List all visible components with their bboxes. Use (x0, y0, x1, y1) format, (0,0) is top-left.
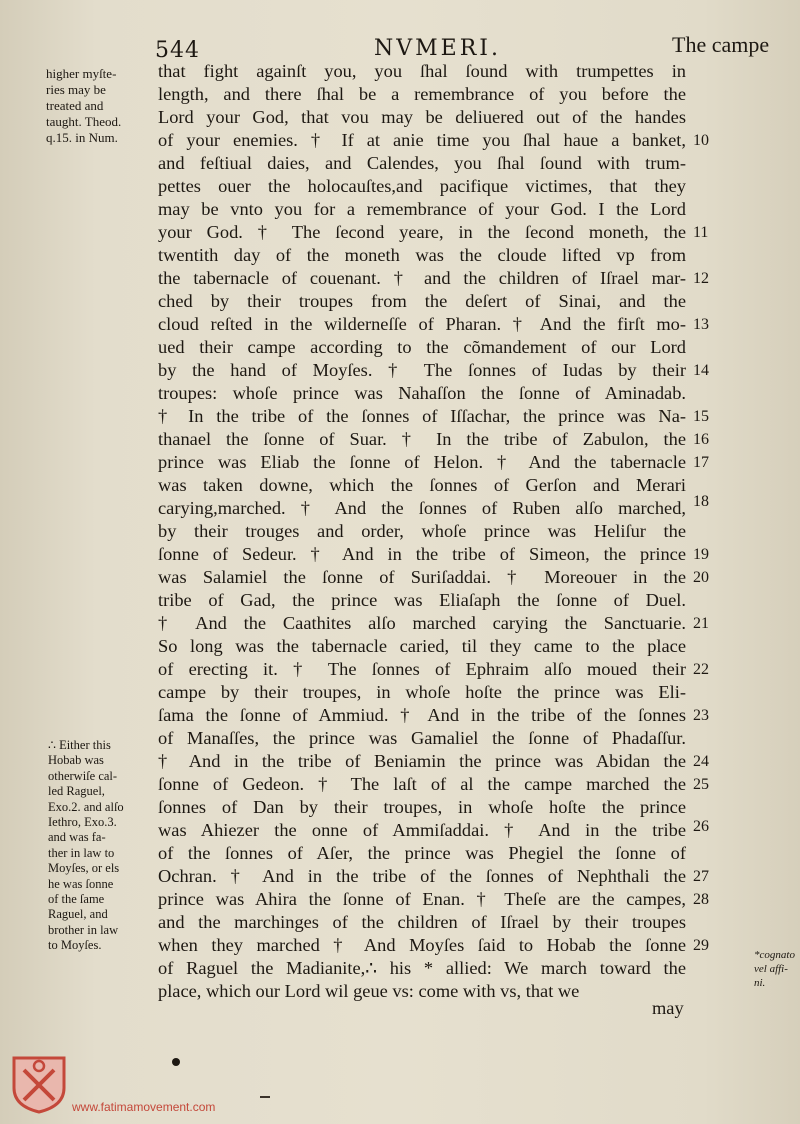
right-note-line: ni. (754, 977, 766, 989)
verse-number: 24 (693, 753, 709, 770)
text-line: and feſtiual daies, and Calendes, you ſhal ſound with trum- (158, 153, 686, 173)
text-line: of your enemies. † If at anie time you ſhal haue a banket, (158, 130, 686, 150)
papal-keys-logo-icon (10, 1054, 68, 1114)
verse-number: 12 (693, 270, 709, 287)
text-line: may be vnto you for a remembrance of your God. I the Lord (158, 199, 686, 219)
text-line: was taken downe, which the ſonnes of Gerſon and Merari (158, 475, 686, 495)
text-line: ued their campe according to the cõmandement of our Lord (158, 337, 686, 357)
verse-number: 27 (693, 868, 709, 885)
text-line: and the marchinges of the children of Iſrael by their troupes (158, 912, 686, 932)
margin-note-line: he was ſonne (48, 876, 114, 891)
verse-number: 15 (693, 408, 709, 425)
right-note-line: vel affi- (754, 963, 788, 975)
book-title: NVMERI. (374, 36, 501, 61)
margin-note-line: treated and (46, 98, 104, 113)
margin-note-line: Raguel, and (48, 907, 108, 922)
text-line: thanael the ſonne of Suar. † In the tribe of Zabulon, the (158, 429, 686, 449)
text-line: cloud reſted in the wilderneſſe of Pharan. † And the firſt mo- (158, 314, 686, 334)
margin-note-line: ∴ Either this (48, 738, 111, 752)
verse-number: 18 (693, 493, 709, 510)
text-line: of Manaſſes, the prince was Gamaliel the ſonne of Phadaſſur. (158, 728, 686, 748)
text-line: † And the Caathites alſo marched carying the Sanctuarie. (158, 613, 686, 633)
right-note-line: *cognato (754, 949, 795, 961)
ink-mark (260, 1096, 270, 1098)
verse-number: 26 (693, 818, 709, 835)
margin-note-line: q.15. in Num. (46, 130, 118, 145)
text-line: ſonne of Gedeon. † The laſt of al the campe marched the (158, 774, 686, 794)
text-line: the tabernacle of couenant. † and the children of Iſrael mar- (158, 268, 686, 288)
text-line: length, and there ſhal be a remembrance of you before the (158, 84, 686, 104)
verse-number: 29 (693, 937, 709, 954)
text-line: prince was Eliab the ſonne of Helon. † And the tabernacle (158, 452, 686, 472)
text-line: Ochran. † And in the tribe of the ſonnes of Nephthali the (158, 866, 686, 886)
verse-number: 23 (693, 707, 709, 724)
margin-note-line: brother in law (48, 922, 119, 937)
verse-number: 19 (693, 546, 709, 563)
margin-note-line: taught. Theod. (46, 114, 122, 129)
margin-note-line: higher myſte- (46, 66, 117, 81)
verse-number: 13 (693, 316, 709, 333)
text-line: place, which our Lord wil geue vs: come with vs, that we (158, 981, 580, 1001)
text-line: when they marched † And Moyſes ſaid to Hobab the ſonne (158, 935, 686, 955)
text-line: was Ahiezer the onne of Ammiſaddai. † And in the tribe (158, 820, 686, 840)
text-line: twentith day of the moneth was the cloude lifted vp from (158, 245, 686, 265)
margin-note-line: and was fa- (48, 830, 106, 845)
text-line: ched by their troupes from the deſert of Sinai, and the (158, 291, 686, 311)
text-line: † In the tribe of the ſonnes of Iſſachar, the prince was Na- (158, 406, 686, 426)
text-line: Lord your God, that vou may be deliuered out of the handes (158, 107, 686, 127)
margin-note-line: Exo.2. and alſo (48, 799, 124, 814)
text-line: by their trouges and order, whoſe prince was Heliſur the (158, 521, 686, 541)
verse-number: 22 (693, 661, 709, 678)
text-line: carying,marched. † And the ſonnes of Ruben alſo marched, (158, 498, 686, 518)
margin-note-line: of the ſame (48, 892, 105, 906)
running-head: The campe (672, 32, 770, 57)
margin-note-line: ries may be (46, 82, 106, 97)
margin-note-line: ther in law to (48, 845, 115, 860)
margin-note-line: Iethro, Exo.3. (48, 815, 117, 829)
catchword: may (652, 998, 684, 1018)
text-line: of erecting it. † The ſonnes of Ephraim alſo moued their (158, 659, 686, 679)
text-line: campe by their troupes, in whoſe hoſte the prince was Eli- (158, 682, 686, 702)
text-line: ſama the ſonne of Ammiud. † And in the tribe of the ſonnes (158, 705, 686, 725)
text-line: that fight againſt you, you ſhal ſound with trumpettes in (158, 61, 686, 81)
margin-note-line: led Raguel, (48, 784, 105, 799)
text-line: of Raguel the Madianite,∴ his * allied: We march toward the (158, 958, 686, 978)
text-line: of the ſonnes of Aſer, the prince was Phegiel the ſonne of (158, 843, 686, 863)
text-line: was Salamiel the ſonne of Suriſaddai. † Moreouer in the (158, 567, 686, 587)
text-line: troupes: whoſe prince was Nahaſſon the ſonne of Aminadab. (158, 383, 686, 403)
text-line: pettes ouer the holocauſtes,and pacifique victimes, that they (158, 176, 686, 196)
text-line: ſonnes of Dan by their troupes, in whoſe hoſte the prince (158, 797, 686, 817)
verse-number: 14 (693, 362, 709, 379)
margin-note-line: Moyſes, or els (48, 861, 120, 876)
verse-number: 16 (693, 431, 709, 448)
ink-blot (172, 1058, 180, 1066)
verse-number: 28 (693, 891, 709, 908)
text-line: ſonne of Sedeur. † And in the tribe of Simeon, the prince (158, 544, 686, 564)
verse-number: 10 (693, 132, 709, 149)
margin-note-line: Hobab was (48, 753, 104, 768)
verse-number: 20 (693, 569, 709, 586)
text-line: prince was Ahira the ſonne of Enan. † Theſe are the campes, (158, 889, 686, 909)
verse-number: 17 (693, 454, 709, 471)
verse-number: 11 (693, 224, 709, 241)
text-line: by the hand of Moyſes. † The ſonnes of Iudas by their (158, 360, 686, 380)
verse-number: 25 (693, 776, 709, 793)
text-line: † And in the tribe of Beniamin the prince was Abidan the (158, 751, 686, 771)
margin-note-line: otherwiſe cal- (48, 768, 118, 783)
text-line: tribe of Gad, the prince was Eliaſaph the ſonne of Duel. (158, 590, 686, 610)
page-number: 544 (155, 38, 200, 63)
margin-note-line: to Moyſes. (48, 938, 102, 953)
site-credit: www.fatimamovement.com (72, 1100, 216, 1114)
text-line: So long was the tabernacle caried, til they came to the place (158, 636, 686, 656)
verse-number: 21 (693, 615, 709, 632)
text-line: your God. † The ſecond yeare, in the ſecond moneth, the (158, 222, 686, 242)
